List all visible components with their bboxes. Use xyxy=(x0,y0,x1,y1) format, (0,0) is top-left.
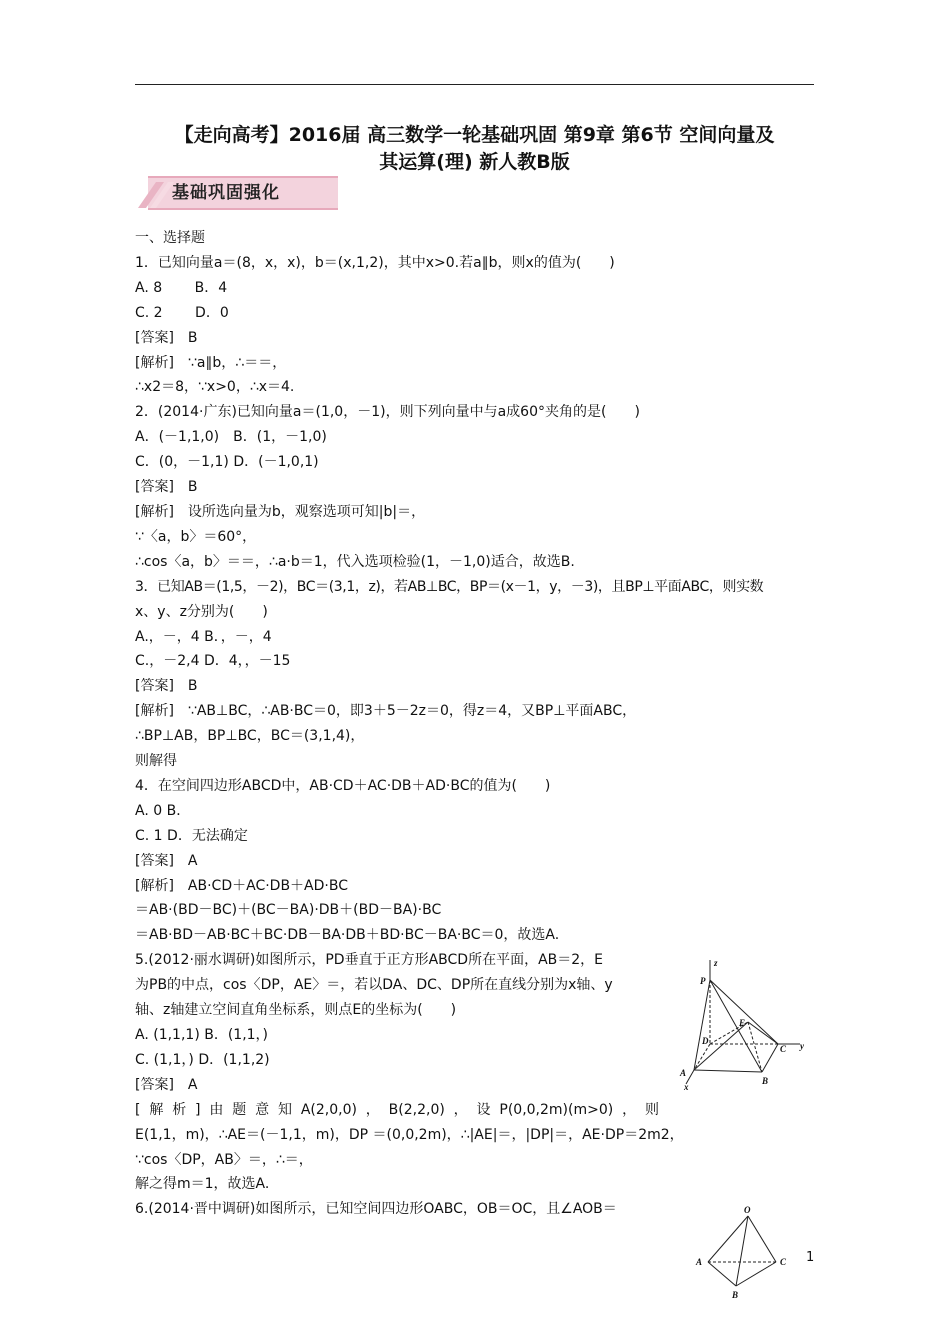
header-rule xyxy=(135,84,814,85)
text-line: [答案] A xyxy=(135,852,198,869)
text-fragment: P(0,0,2m)(m>0) xyxy=(499,1101,614,1118)
page-number: 1 xyxy=(806,1250,815,1265)
text-line: ∴x2＝8，∵x>0，∴x＝4. xyxy=(135,379,295,396)
text-fragment: [ xyxy=(135,1101,141,1118)
text-fragment: ， xyxy=(365,1101,380,1118)
text-line: 4．在空间四边形ABCD中，AB·CD＋AC·DB＋AD·BC的值为( ) xyxy=(135,777,551,794)
text-line: ∴BP⊥AB，BP⊥BC，BC＝(3,1,4)， xyxy=(135,728,365,745)
text-line: 6.(2014·晋中调研)如图所示，已知空间四边形OABC，OB＝OC，且∠AOB＝ xyxy=(135,1201,617,1218)
text-line: ＝AB·(BD－BC)＋(BC－BA)·DB＋(BD－BA)·BC xyxy=(135,902,442,919)
text-line: C. (1,1，) D．(1,1,2) xyxy=(135,1051,270,1068)
text-fragment: 由 xyxy=(209,1101,224,1118)
axis-label: y xyxy=(800,1041,804,1051)
vertex-label: B xyxy=(732,1290,739,1300)
text-line: 2．(2014·广东)已知向量a＝(1,0，－1)，则下列向量中与a成60°夹角的是( ) xyxy=(135,404,640,421)
text-line: A. (1,1,1) B．(1,1，) xyxy=(135,1027,269,1043)
text-line: ∴cos〈a，b〉＝＝，∴a·b＝1，代入选项检验(1，－1,0)适合，故选B. xyxy=(135,553,575,570)
text-line: 5.(2012·丽水调研)如图所示，PD垂直于正方形ABCD所在平面，AB＝2，E xyxy=(135,952,604,969)
axis-label: z xyxy=(714,958,718,968)
axis-label: x xyxy=(684,1082,689,1090)
vertex-label: C xyxy=(780,1044,787,1054)
text-fragment: A(2,0,0) xyxy=(300,1101,357,1118)
vertex-label: E xyxy=(739,1018,746,1028)
justified-line xyxy=(135,1098,659,1123)
text-line: x、y、z分别为( ) xyxy=(135,603,268,620)
text-line: C.，－2,4 D．4，，－15 xyxy=(135,653,291,670)
title-line-1: 【走向高考】2016届 高三数学一轮基础巩固 第9章 第6节 空间向量及 xyxy=(174,124,775,146)
text-line: [答案] A xyxy=(135,1076,198,1093)
text-line: [答案] B xyxy=(135,329,198,346)
text-line: 一、选择题 xyxy=(135,230,205,246)
text-line: C. 2 D．0 xyxy=(135,304,229,321)
text-line: [答案] B xyxy=(135,678,198,695)
text-fragment: 知 xyxy=(277,1101,292,1118)
text-line: E(1,1，m)，∴AE＝(－1,1，m)，DP ＝(0,0,2m)，∴|AE|＝，|DP|＝，AE·DP＝2m2， xyxy=(135,1126,684,1143)
text-fragment: 意 xyxy=(255,1101,270,1118)
text-line: ＝AB·BD－AB·BC＋BC·DB－BA·DB＋BD·BC－BA·BC＝0，故选A. xyxy=(135,927,560,944)
text-fragment: 析 xyxy=(172,1101,187,1118)
vertex-label: P xyxy=(700,976,706,986)
text-line: 则解得 xyxy=(135,753,177,770)
document-title xyxy=(135,122,814,176)
vertex-label: B xyxy=(762,1076,769,1086)
text-fragment: ] xyxy=(195,1101,201,1118)
text-fragment: 则 xyxy=(644,1101,659,1118)
text-line: [解析] 设所选向量为b，观察选项可知|b|＝， xyxy=(135,503,426,520)
text-line: 为PB的中点，cos〈DP，AE〉＝，若以DA、DC、DP所在直线分别为x轴、y xyxy=(135,977,613,994)
text-line: [解析] ∵AB⊥BC，∴AB·BC＝0，即3＋5－2z＝0，得z＝4，又BP⊥平面ABC， xyxy=(135,703,637,720)
text-fragment: 解 xyxy=(149,1101,164,1118)
text-line: [解析] AB·CD＋AC·DB＋AD·BC xyxy=(135,877,348,894)
text-line: [答案] B xyxy=(135,479,198,496)
vertex-label: C xyxy=(780,1257,787,1267)
pyramid-figure xyxy=(672,958,812,1090)
title-line-2: 其运算(理) 新人教B版 xyxy=(379,151,570,173)
vertex-label: A xyxy=(696,1257,703,1267)
tetrahedron-figure xyxy=(692,1206,796,1302)
text-line: 轴、z轴建立空间直角坐标系，则点E的坐标为( ) xyxy=(135,1002,457,1019)
vertex-label: A xyxy=(680,1068,687,1078)
text-line: 解之得m＝1，故选A. xyxy=(135,1176,270,1193)
text-line: A．(－1,1,0) B．(1，－1,0) xyxy=(135,429,327,446)
text-line: ∵cos〈DP，AB〉＝，∴＝， xyxy=(135,1151,313,1168)
text-line: 3．已知AB＝(1,5，－2)，BC＝(3,1，z)，若AB⊥BC，BP＝(x－1，y，－3)，且BP⊥平面ABC，则实数 xyxy=(135,578,764,595)
text-line: C．(0，－1,1) D．(－1,0,1) xyxy=(135,454,319,471)
text-fragment: ， xyxy=(622,1101,637,1118)
text-line: 1．已知向量a＝(8，x，x)，b＝(x,1,2)，其中x>0.若a∥b，则x的值为( ) xyxy=(135,254,615,271)
text-line: A.，－，4 B．，－，4 xyxy=(135,628,272,645)
vertex-label: D xyxy=(702,1036,709,1046)
vertex-label: O xyxy=(744,1206,751,1215)
text-fragment: 设 xyxy=(476,1101,491,1118)
text-line: [解析] ∵a∥b，∴＝＝， xyxy=(135,354,287,371)
text-line: A. 0 B． xyxy=(135,802,191,819)
text-line: ∵〈a，b〉＝60°， xyxy=(135,528,257,545)
section-banner-label: 基础巩固强化 xyxy=(172,183,280,203)
text-fragment: ， xyxy=(453,1101,468,1118)
text-line: A. 8 B．4 xyxy=(135,279,228,296)
text-fragment: 题 xyxy=(232,1101,247,1118)
text-line: C. 1 D．无法确定 xyxy=(135,827,248,844)
text-fragment: B(2,2,0) xyxy=(388,1101,445,1118)
